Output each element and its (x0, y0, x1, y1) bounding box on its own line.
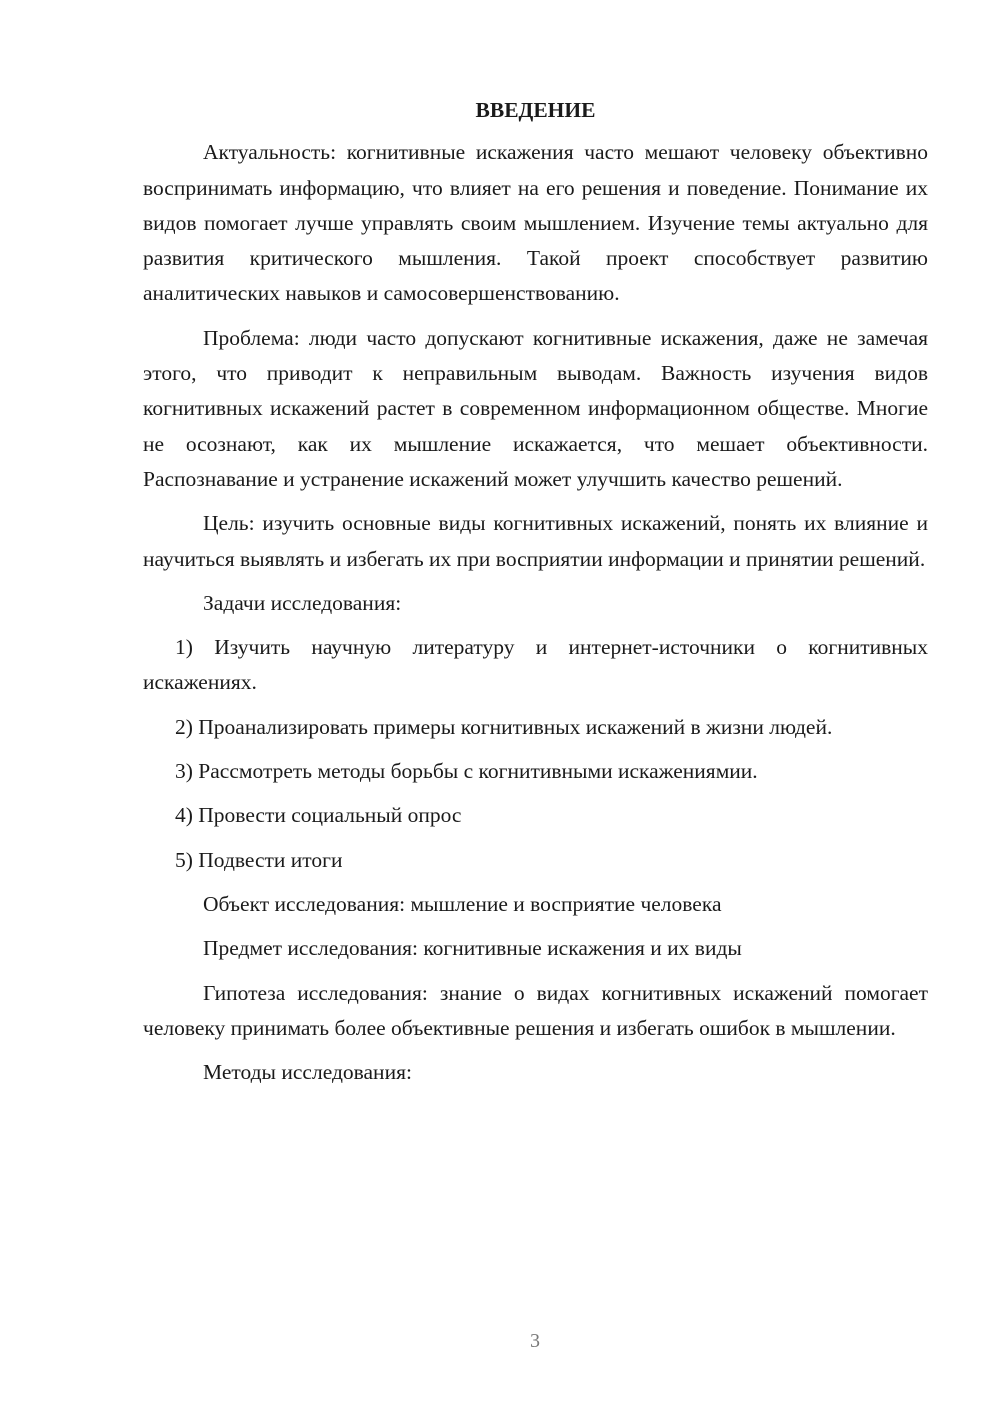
task-item: 4) Провести социальный опрос (175, 803, 462, 828)
tasks-title: Задачи исследования: (203, 590, 402, 615)
paragraph-problem: Проблема: люди часто допускают когнитивные искажения, даже не замечая этого, что приводит к неправильным выводам. Важность изучения видов когнитивных искажений растет в современном информационном обществе. Многие не осознают, как их мышление искажается, что мешает объективности. Распознавание и устранение искажений может улучшить качество решений. (143, 325, 928, 491)
page-title: ВВЕДЕНИЕ (475, 98, 596, 122)
task-item: 3) Рассмотреть методы борьбы с когнитивными искажениямии. (175, 759, 758, 784)
paragraph-subject: Предмет исследования: когнитивные искажения и их виды (203, 936, 742, 961)
task-item: 5) Подвести итоги (175, 847, 343, 872)
paragraph-object: Объект исследования: мышление и восприятие человека (203, 891, 722, 916)
document-page (143, 93, 928, 1099)
paragraph-methods: Методы исследования: (203, 1060, 412, 1085)
paragraph-goal: Цель: изучить основные виды когнитивных искажений, понять их влияние и научиться выявлять и избегать их при восприятии информации и принятии решений. (143, 511, 928, 571)
paragraph-relevance: Актуальность: когнитивные искажения часто мешают человеку объективно воспринимать информацию, что влияет на его решения и поведение. Понимание их видов помогает лучше управлять своим мышлением. Изучение темы актуально для развития критического мышления. Такой проект способствует развитию аналитических навыков и самосовершенствованию. (143, 140, 928, 306)
page-number: 3 (530, 1330, 540, 1352)
task-item: 2) Проанализировать примеры когнитивных искажений в жизни людей. (175, 714, 833, 739)
task-item: 1) Изучить научную литературу и интернет-источники о когнитивных искажениях. (143, 635, 928, 695)
paragraph-hypothesis: Гипотеза исследования: знание о видах когнитивных искажений помогает человеку принимать более объективные решения и избегать ошибок в мышлении. (143, 980, 928, 1040)
